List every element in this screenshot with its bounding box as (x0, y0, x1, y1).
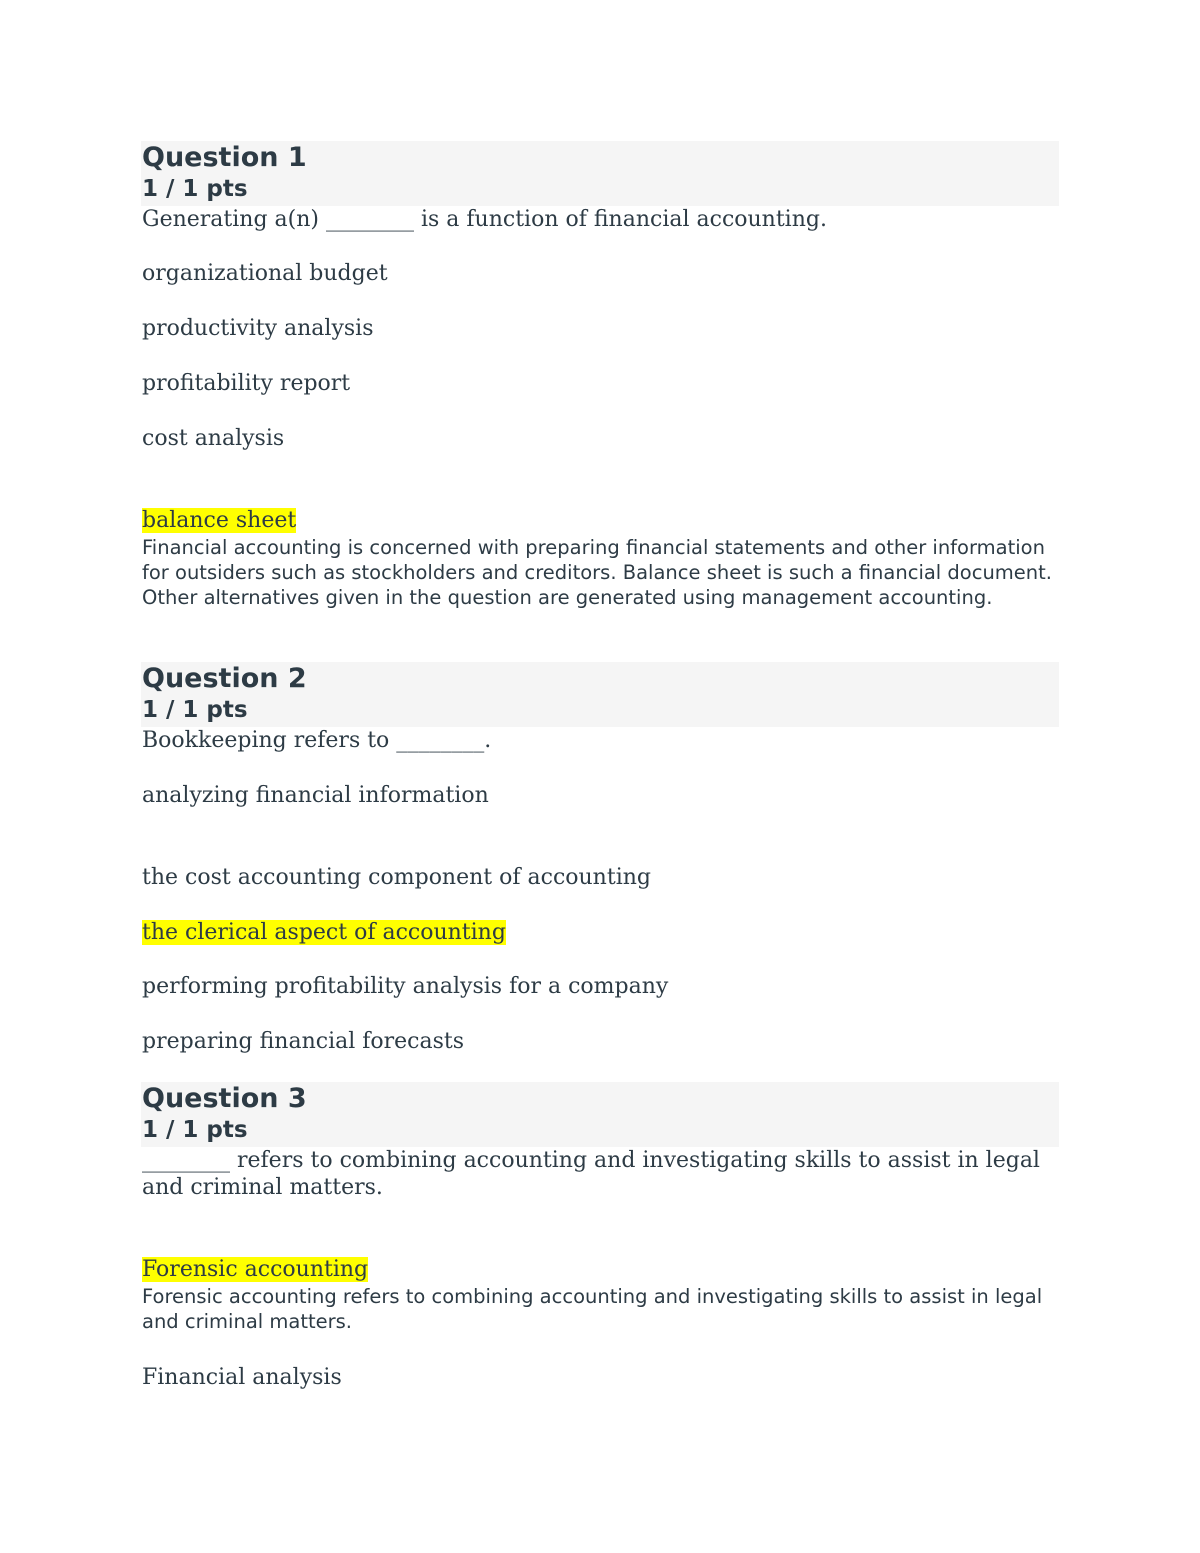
answer-explanation: Financial accounting is concerned with preparing financial statements and other information for outsiders such as stockholders and creditors. Balance sheet is such a financial document. Other alternatives given in the question are generated using management accounting. (142, 536, 1053, 609)
question-points: 1 / 1 pts (142, 697, 248, 723)
question-prompt: Generating a(n) ________ is a function of financial accounting. (142, 207, 827, 232)
question-prompt: Bookkeeping refers to ________. (142, 728, 492, 753)
question-header (141, 1082, 1059, 1147)
answer-option[interactable]: organizational budget (142, 261, 388, 286)
correct-answer-option[interactable] (141, 1256, 368, 1283)
answer-option[interactable]: Financial analysis (142, 1365, 342, 1390)
question-points: 1 / 1 pts (142, 1117, 248, 1143)
correct-answer-option[interactable] (141, 919, 506, 946)
question-header (141, 141, 1059, 206)
answer-highlight: Forensic accounting (142, 1257, 369, 1282)
answer-option[interactable]: productivity analysis (142, 316, 374, 341)
answer-option[interactable]: profitability report (142, 371, 351, 396)
question-title: Question 1 (142, 142, 307, 173)
correct-answer-option[interactable] (141, 507, 296, 534)
question-3 (141, 1082, 1059, 1390)
answer-highlight: the clerical aspect of accounting (142, 920, 506, 945)
answer-option[interactable]: performing profitability analysis for a company (142, 974, 669, 999)
question-header (141, 662, 1059, 727)
question-title: Question 2 (142, 663, 307, 694)
answer-highlight: balance sheet (142, 508, 297, 533)
question-2 (141, 662, 1059, 1054)
question-points: 1 / 1 pts (142, 176, 248, 202)
answer-explanation: Forensic accounting refers to combining accounting and investigating skills to assist in legal and criminal matters. (142, 1285, 1043, 1333)
answer-option[interactable]: cost analysis (142, 426, 285, 451)
question-prompt: ________ refers to combining accounting and investigating skills to assist in legal and criminal matters. (142, 1148, 1040, 1200)
answer-option[interactable]: analyzing financial information (142, 783, 489, 808)
answer-option[interactable]: preparing financial forecasts (142, 1029, 465, 1054)
question-title: Question 3 (142, 1083, 307, 1114)
answer-option[interactable]: the cost accounting component of accounting (142, 865, 651, 890)
question-1 (141, 141, 1059, 609)
